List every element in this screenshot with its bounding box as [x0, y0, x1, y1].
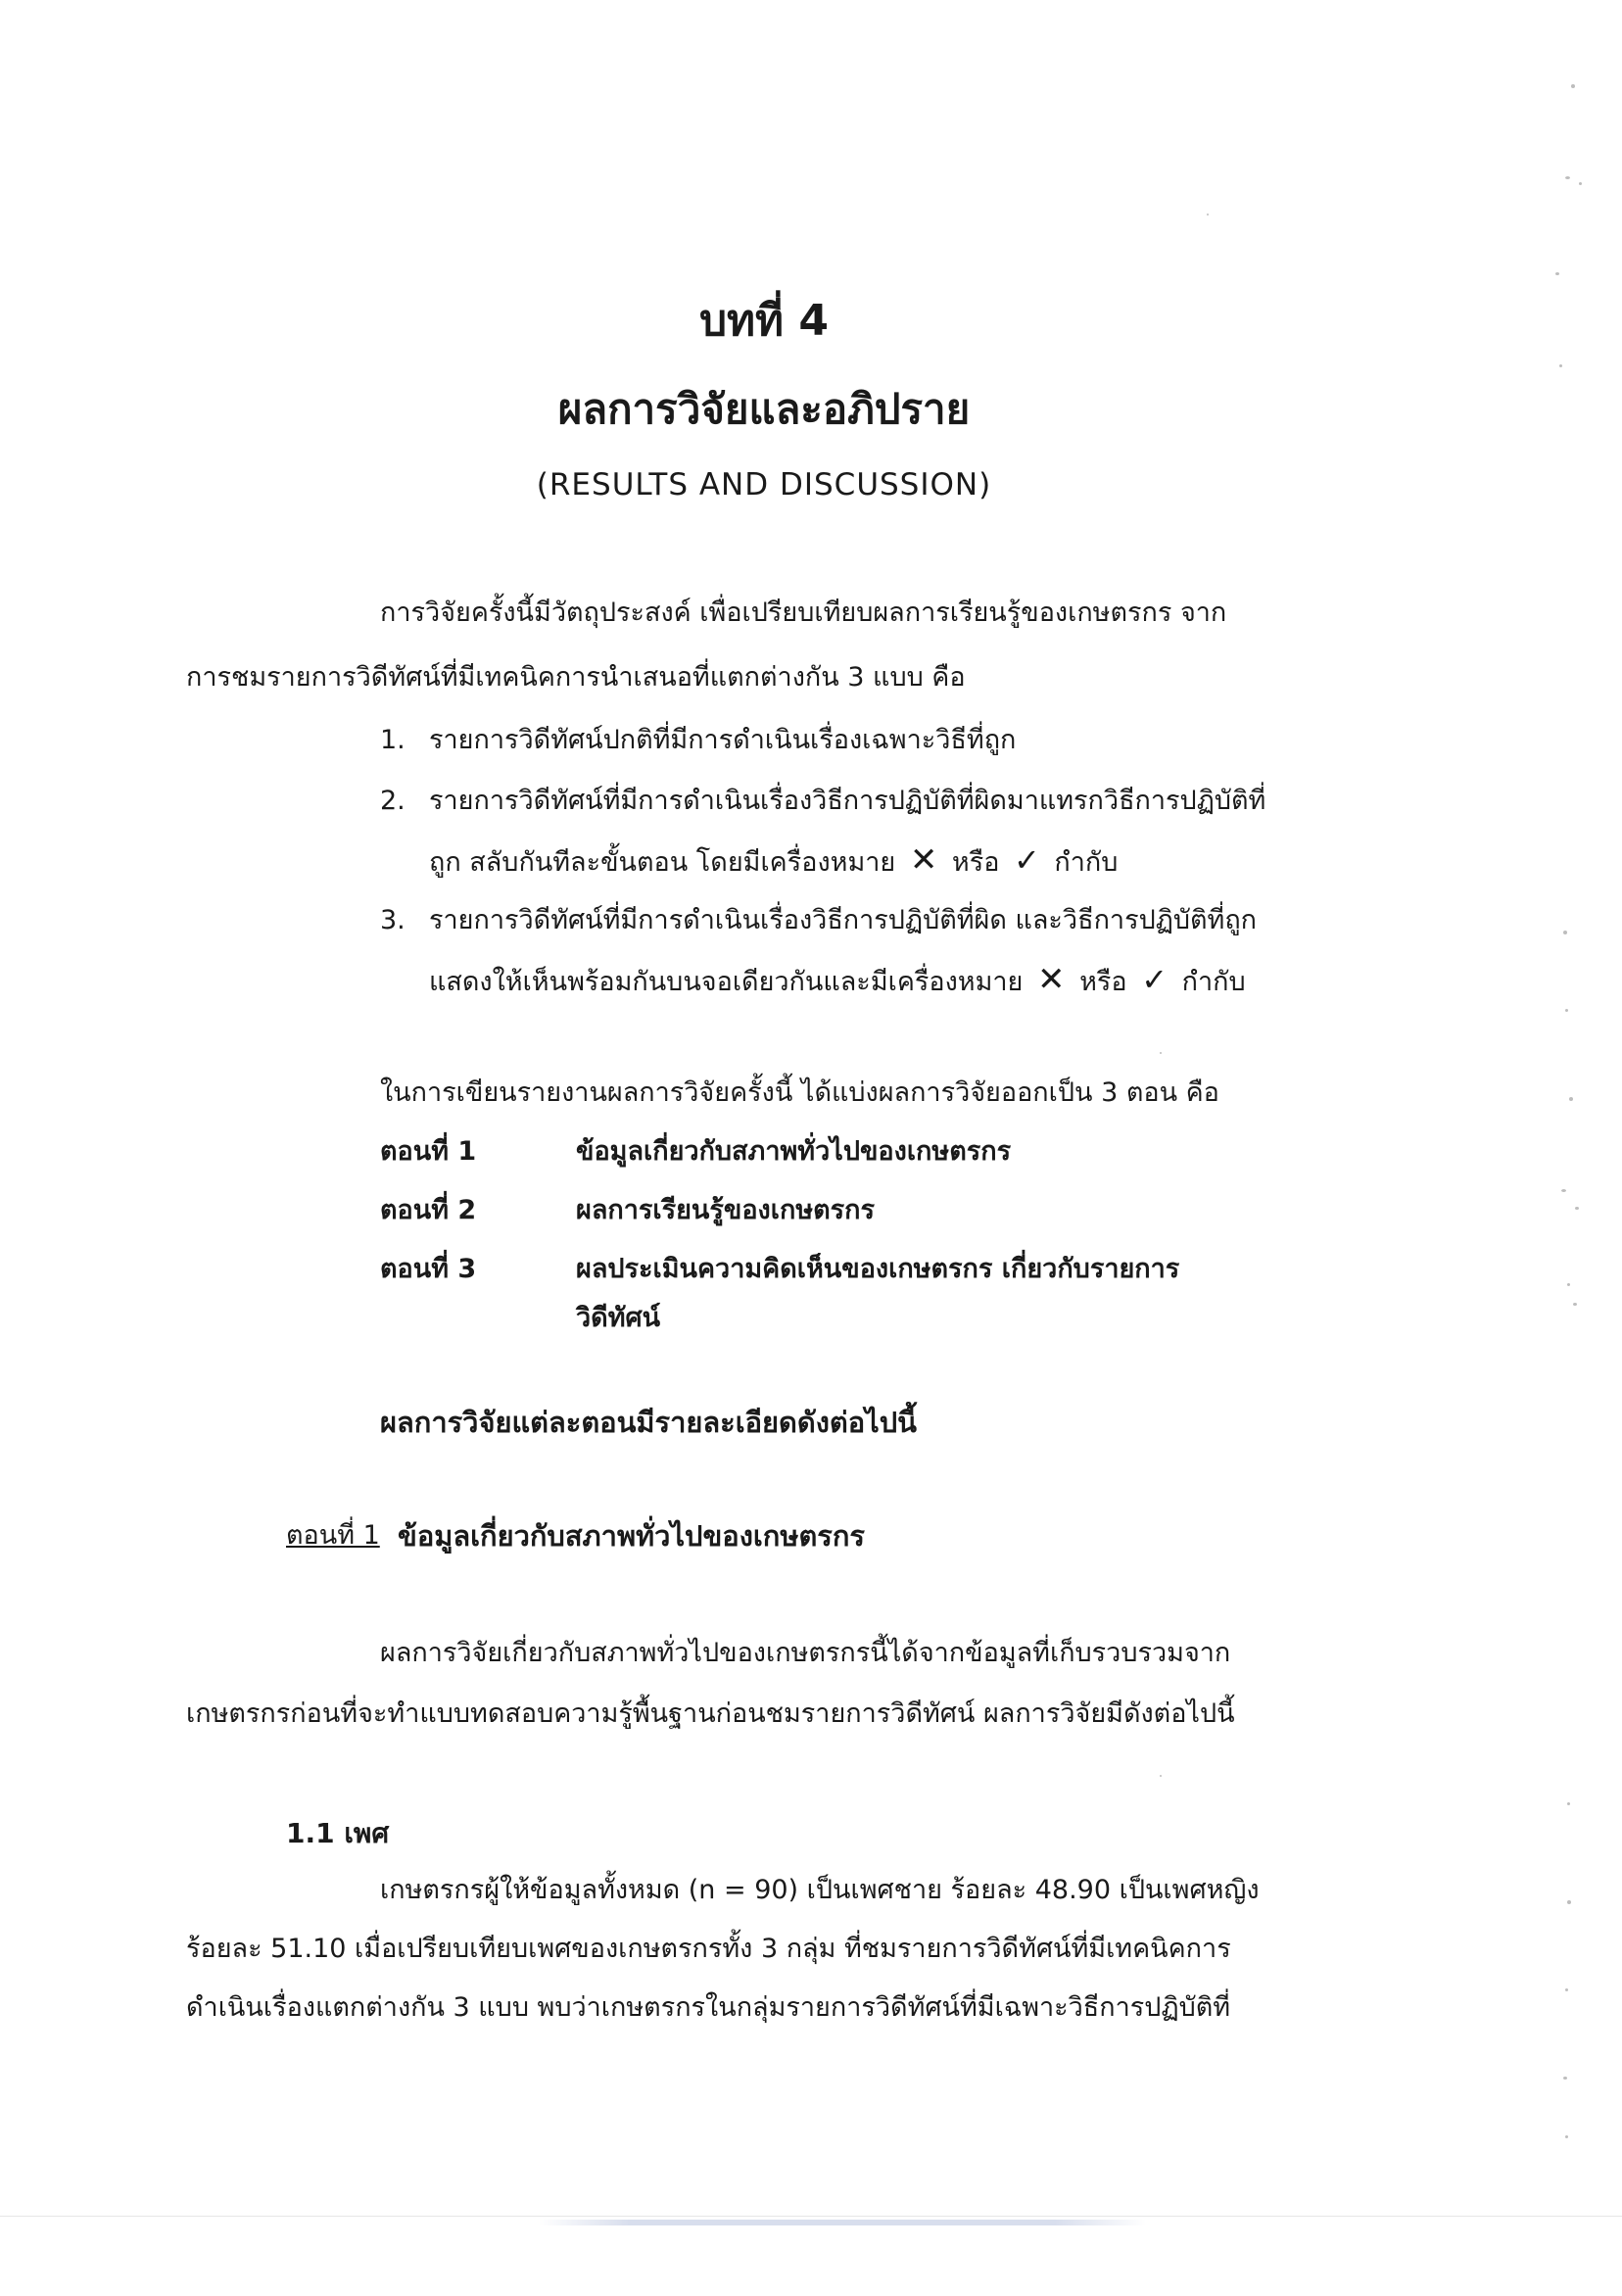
chapter-title: ผลการวิจัยและอภิปราย: [557, 385, 971, 433]
intro-line-1: การวิจัยครั้งนี้มีวัตถุประสงค์ เพื่อเปรียบเทียบผลการเรียนรู้ของเกษตรกร จาก: [380, 598, 1227, 628]
check-mark-icon: ✓: [1141, 961, 1168, 998]
section-paragraph-line-1: ผลการวิจัยเกี่ยวกับสภาพทั่วไปของเกษตรกรนี้ได้จากข้อมูลที่เก็บรวบรวมจาก: [380, 1638, 1231, 1668]
list-item-text-end: กำกับ: [1054, 847, 1119, 878]
scan-speck: [1565, 1009, 1568, 1012]
list-item-number: 3.: [380, 905, 406, 935]
list-item-text-start: แสดงให้เห็นพร้อมกันบนจอเดียวกันและมีเครื่องหมาย: [429, 967, 1024, 997]
section-paragraph-line-2: เกษตรกรก่อนที่จะทำแบบทดสอบความรู้พื้นฐานก่อนชมรายการวิดีทัศน์ ผลการวิจัยมีดังต่อไปนี้: [186, 1698, 1235, 1729]
scan-speck: [1561, 1189, 1566, 1192]
subsection-paragraph-line-1: เกษตรกรผู้ให้ข้อมูลทั้งหมด (n = 90) เป็นเพศชาย ร้อยละ 48.90 เป็นเพศหญิง: [380, 1875, 1260, 1905]
list-item-number: 2.: [380, 786, 406, 816]
section-title: ข้อมูลเกี่ยวกับสภาพทั่วไปของเกษตรกร: [398, 1519, 865, 1553]
list-item-number: 1.: [380, 725, 406, 755]
subsection-heading: 1.1 เพศ: [286, 1817, 390, 1849]
scan-speck: [1565, 1988, 1568, 1991]
scan-speck: [1160, 1052, 1162, 1054]
scan-speck: [1555, 272, 1559, 275]
part-title: ผลประเมินความคิดเห็นของเกษตรกร เกี่ยวกับรายการ: [576, 1254, 1180, 1284]
list-item-text: รายการวิดีทัศน์ที่มีการดำเนินเรื่องวิธีการปฏิบัติที่ผิด และวิธีการปฏิบัติที่ถูก: [429, 905, 1258, 935]
parts-intro: ในการเขียนรายงานผลการวิจัยครั้งนี้ ได้แบ่งผลการวิจัยออกเป็น 3 ตอน คือ: [380, 1077, 1219, 1108]
scan-speck: [1571, 84, 1575, 88]
chapter-number: บทที่ 4: [699, 296, 829, 346]
intro-line-2: การชมรายการวิดีทัศน์ที่มีเทคนิคการนำเสนอที่แตกต่างกัน 3 แบบ คือ: [186, 662, 966, 693]
scan-speck: [1567, 1283, 1570, 1286]
list-item-text: รายการวิดีทัศน์ปกติที่มีการดำเนินเรื่องเฉพาะวิธีที่ถูก: [429, 725, 1017, 755]
subsection-paragraph-line-2: ร้อยละ 51.10 เมื่อเปรียบเทียบเพศของเกษตรกรทั้ง 3 กลุ่ม ที่ชมรายการวิดีทัศน์ที่มีเทคนิคการ: [186, 1934, 1231, 1964]
scan-speck: [1565, 2135, 1568, 2138]
cross-mark-icon: ✕: [1036, 960, 1066, 999]
scan-speck: [1567, 1900, 1571, 1904]
part-label: ตอนที่ 1: [380, 1136, 477, 1167]
list-item-text-or: หรือ: [951, 847, 1000, 878]
scan-speck: [1569, 1097, 1573, 1101]
part-title: ผลการเรียนรู้ของเกษตรกร: [576, 1195, 876, 1225]
part-title-continued: วิดีทัศน์: [576, 1303, 661, 1333]
list-item-text-continued: [429, 840, 1118, 883]
list-item-text-or: หรือ: [1079, 967, 1127, 997]
scan-speck: [1575, 1207, 1579, 1210]
scan-speck: [1567, 1802, 1570, 1805]
summary-heading: ผลการวิจัยแต่ละตอนมีรายละเอียดดังต่อไปนี้: [380, 1406, 917, 1439]
check-mark-icon: ✓: [1014, 841, 1040, 879]
list-item-text-start: ถูก สลับกันทีละขั้นตอน โดยมีเครื่องหมาย: [429, 847, 896, 878]
part-label: ตอนที่ 2: [380, 1195, 477, 1225]
scan-speck: [1573, 1303, 1577, 1306]
chapter-title-english: (RESULTS AND DISCUSSION): [536, 467, 992, 502]
section-label: ตอนที่ 1: [286, 1520, 380, 1551]
scan-speck: [1579, 182, 1582, 185]
scan-speck: [1563, 931, 1567, 934]
scan-speck: [1559, 364, 1562, 367]
scan-speck: [1565, 176, 1570, 179]
scan-edge-line: [0, 2216, 1622, 2217]
part-title: ข้อมูลเกี่ยวกับสภาพทั่วไปของเกษตรกร: [576, 1136, 1012, 1167]
cross-mark-icon: ✕: [909, 840, 938, 880]
part-label: ตอนที่ 3: [380, 1254, 477, 1284]
subsection-paragraph-line-3: ดำเนินเรื่องแตกต่างกัน 3 แบบ พบว่าเกษตรกรในกลุ่มรายการวิดีทัศน์ที่มีเฉพาะวิธีการปฏิบัติที่: [186, 1992, 1231, 2023]
scan-speck: [1563, 2077, 1567, 2080]
list-item-text: รายการวิดีทัศน์ที่มีการดำเนินเรื่องวิธีการปฏิบัติที่ผิดมาแทรกวิธีการปฏิบัติที่: [429, 786, 1266, 816]
scan-smudge: [539, 2220, 1146, 2225]
list-item-text-end: กำกับ: [1181, 967, 1246, 997]
scan-speck: [1207, 214, 1209, 215]
list-item-text-continued: [429, 960, 1246, 1002]
scan-speck: [1160, 1775, 1162, 1777]
